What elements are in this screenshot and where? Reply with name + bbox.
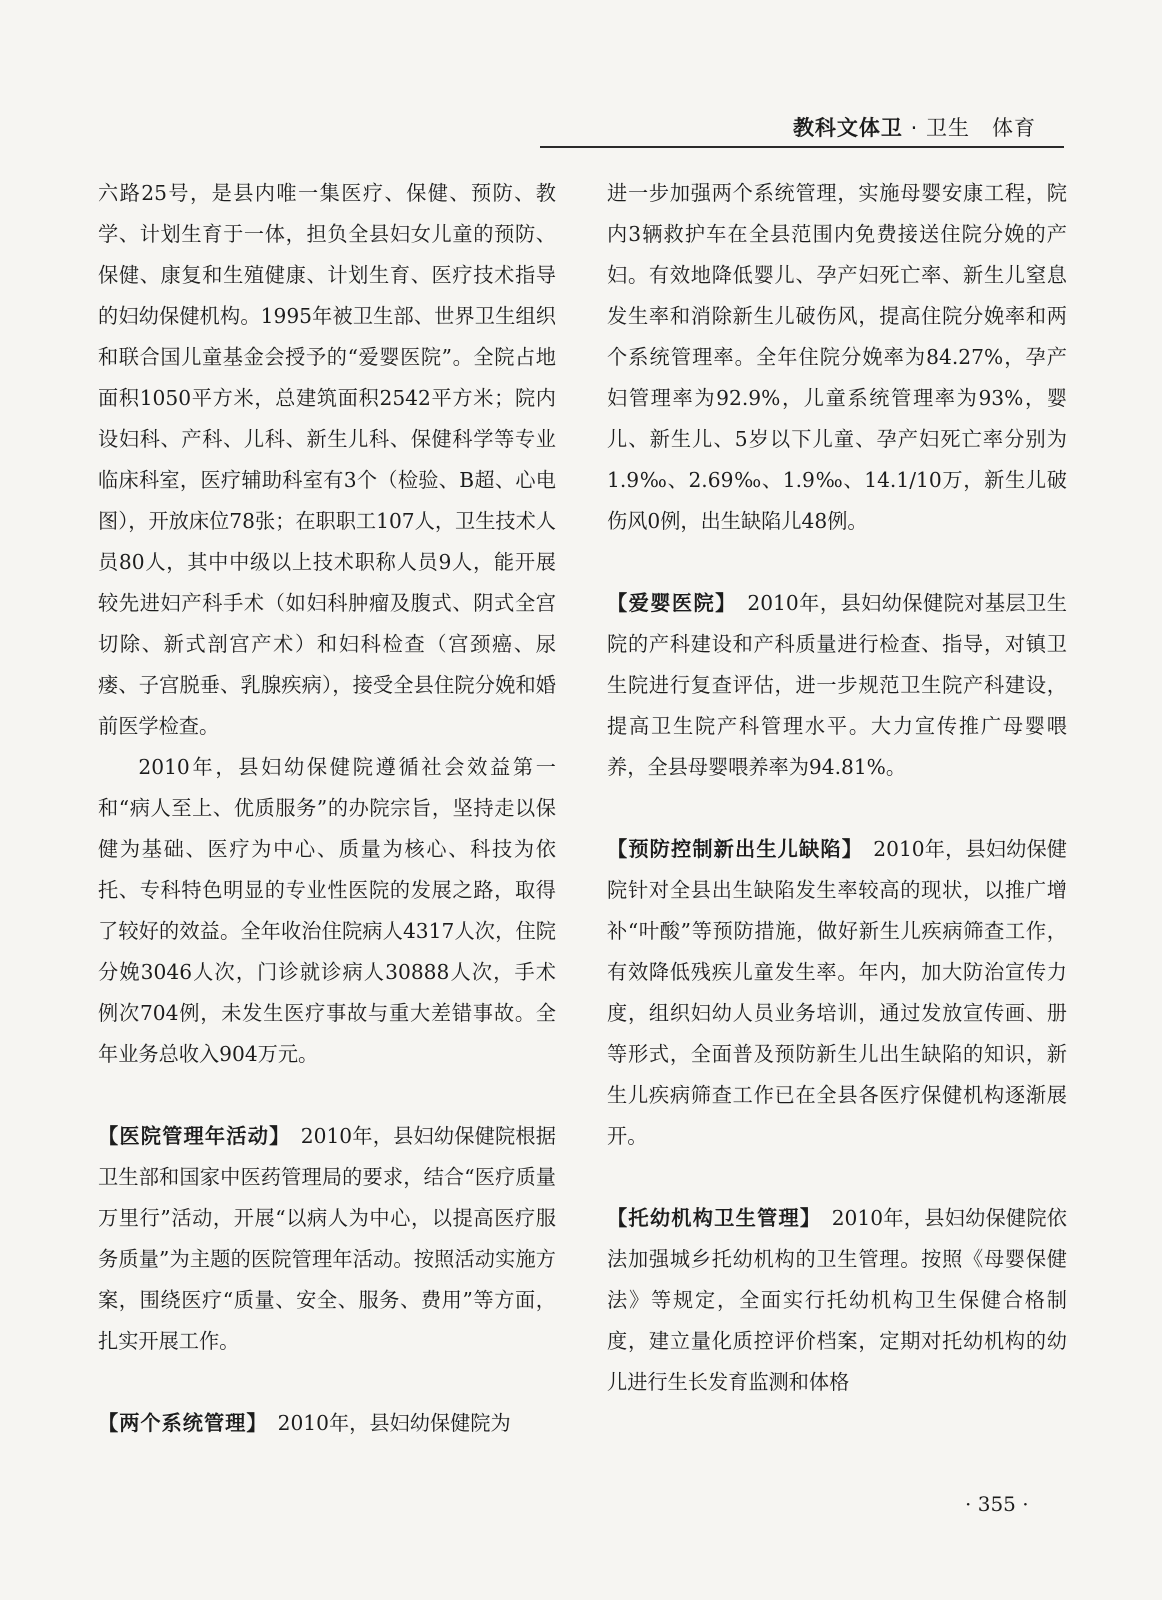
section-hospital-management-year [98,1116,556,1362]
section-birth-defect-prevention [607,829,1067,1157]
section-title: 【爱婴医院】 [607,591,727,615]
section-body: 2010年，县妇幼保健院针对全县出生缺陷发生率较高的现状，以推广增补“叶酸”等预防措施，做好新生儿疾病筛查工作，有效降低残疾儿童发生率。年内，加大防治宣传力度，组织妇幼人员业务培训，通过发放宣传画、册等形式，全面普及预防新生儿出生缺陷的知识，新生儿疾病筛查工作已在全县各医疗保健机构逐渐展开。 [607,837,1067,1148]
section-nursery-health-management [607,1198,1067,1403]
section-body: 2010年，县妇幼保健院为 [257,1411,511,1435]
section-body: 2010年，县妇幼保健院依法加强城乡托幼机构的卫生管理。按照《母婴保健法》等规定，全面实行托幼机构卫生保健合格制度，建立量化质控评价档案，定期对托幼机构的幼儿进行生长发育监测和体格 [607,1206,1067,1394]
header-separator: · [910,116,919,140]
section-body: 2010年，县妇幼保健院根据卫生部和国家中医药管理局的要求，结合“医疗质量万里行”活动，开展“以病人为中心，以提高医疗服务质量”为主题的医院管理年活动。按照活动实施方案，围绕医疗“质量、安全、服务、费用”等方面，扎实开展工作。 [98,1124,556,1353]
running-header-text [793,112,1036,142]
page-number: · 355 · [965,1492,1029,1516]
paragraph-annual-summary: 2010年，县妇幼保健院遵循社会效益第一和“病人至上、优质服务”的办院宗旨，坚持走以保健为基础、医疗为中心、质量为核心、科技为依托、专科特色明显的专业性医院的发展之路，取得了较好的效益。全年收治住院病人4317人次，住院分娩3046人次，门诊就诊病人30888人次，手术例次704例，未发生医疗事故与重大差错事故。全年业务总收入904万元。 [98,755,556,1066]
header-section: 教科文体卫 [792,116,903,140]
header-subsection: 卫生 体育 [926,116,1036,140]
left-column [98,173,556,1444]
paragraph-two-systems-continued: 进一步加强两个系统管理，实施母婴安康工程，院内3辆救护车在全县范围内免费接送住院分娩的产妇。有效地降低婴儿、孕产妇死亡率、新生儿窒息发生率和消除新生儿破伤风，提高住院分娩率和两个系统管理率。全年住院分娩率为84.27%，孕产妇管理率为92.9%，儿童系统管理率为93%，婴儿、新生儿、5岁以下儿童、孕产妇死亡率分别为1.9‰、2.69‰、1.9‰、14.1/10万，新生儿破伤风0例，出生缺陷儿48例。 [607,181,1067,533]
section-title: 【医院管理年活动】 [98,1124,281,1148]
section-title: 【托幼机构卫生管理】 [607,1206,812,1230]
section-title: 【预防控制新出生儿缺陷】 [607,837,853,861]
right-column [607,173,1067,1403]
section-body: 2010年，县妇幼保健院对基层卫生院的产科建设和产科质量进行检查、指导，对镇卫生院进行复查评估，进一步规范卫生院产科建设，提高卫生院产科管理水平。大力宣传推广母婴喂养，全县母婴喂养率为94.81%。 [607,591,1067,779]
paragraph-hospital-profile: 六路25号，是县内唯一集医疗、保健、预防、教学、计划生育于一体，担负全县妇女儿童的预防、保健、康复和生殖健康、计划生育、医疗技术指导的妇幼保健机构。1995年被卫生部、世界卫生组织和联合国儿童基金会授予的“爱婴医院”。全院占地面积1050平方米，总建筑面积2542平方米；院内设妇科、产科、儿科、新生儿科、保健科学等专业临床科室，医疗辅助科室有3个（检验、B超、心电图），开放床位78张；在职职工107人，卫生技术人员80人，其中中级以上技术职称人员9人，能开展较先进妇产科手术（如妇科肿瘤及腹式、阴式全宫切除、新式剖宫产术）和妇科检查（宫颈癌、尿瘘、子宫脱垂、乳腺疾病），接受全县住院分娩和婚前医学检查。 [98,181,556,738]
header-rule [540,146,1064,148]
section-two-systems-management [98,1403,556,1444]
running-header [540,108,1064,148]
section-baby-friendly-hospital [607,583,1067,788]
section-title: 【两个系统管理】 [98,1411,258,1435]
